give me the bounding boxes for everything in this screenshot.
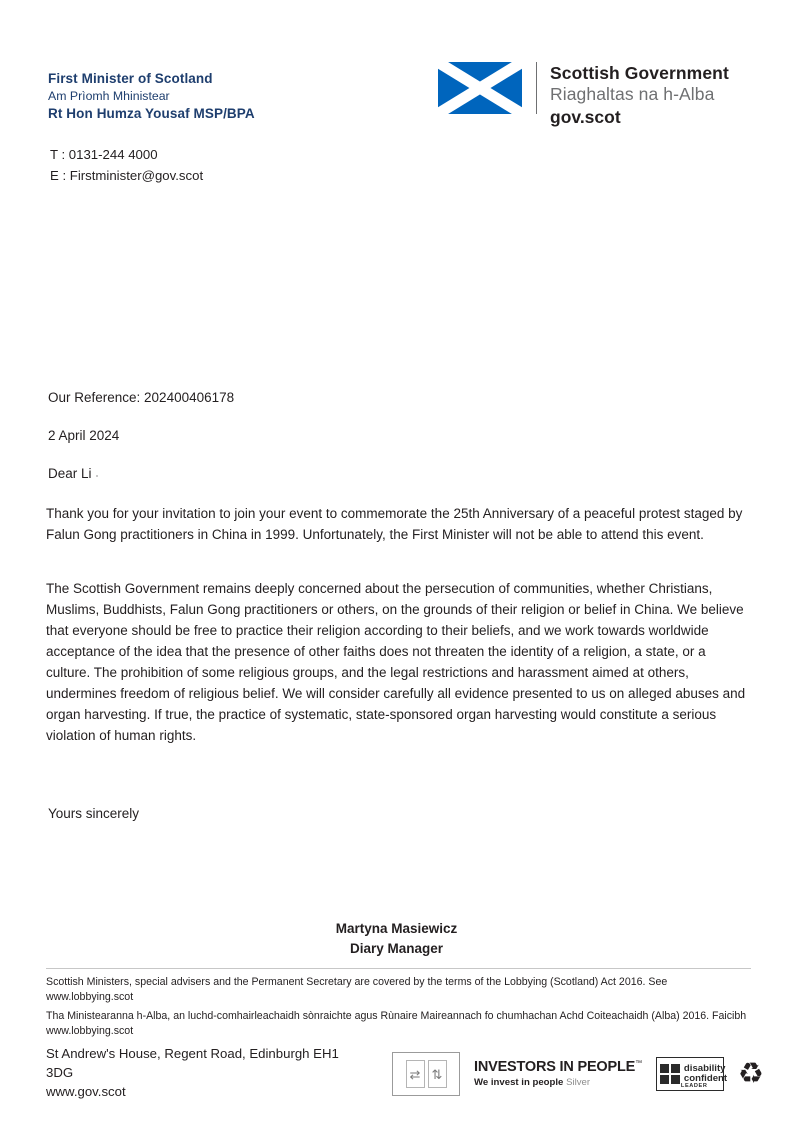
letter-paragraph-2: The Scottish Government remains deeply concerned about the persecution of communities, whether Christians, Muslims, Buddhists, Falun Gong practitioners or others, on the grounds of their religion or belief in China. We believe that everyone should be free to practice their religion according to their beliefs, and we work towards worldwide acceptance of the idea that the presence of other faiths does not threaten the identity of a religion, a state, or a culture. The prohibition of some religious groups, and the legal restrictions and harassment aimed at others, undermines freedom of religious belief. We will consider carefully all evidence presented to us on alleged abuses and organ harvesting. If true, the practice of systematic, state-sponsored organ harvesting would constitute a serious violation of human rights.: [46, 581, 746, 744]
lobbying-notice-gd: Tha Ministearanna h-Alba, an luchd-comhairleachaidh sònraichte agus Rùnaire Maireannach fo chumhachan Achd Coiteachaidh (Alba) 2016. Faicibh www.lobbying.scot: [46, 1010, 747, 1037]
scottish-government-logo: [438, 62, 729, 129]
scotland-saltire-flag-icon: [438, 62, 522, 114]
letterhead: [0, 62, 793, 142]
contact-details: [50, 144, 203, 187]
iip-trademark: ™: [635, 1060, 642, 1068]
sender-name: Rt Hon Humza Yousaf MSP/BPA: [48, 106, 255, 122]
quality-mark-right: ⇅: [428, 1060, 447, 1088]
logo-name-gd: Riaghaltas na h-Alba: [550, 84, 715, 104]
recycle-icon: ♻: [737, 1057, 764, 1090]
email-line: E : Firstminister@gov.scot: [50, 168, 204, 184]
date-line: 2 April 2024: [48, 428, 120, 443]
address-line-3: www.gov.scot: [46, 1084, 126, 1100]
logo-url: gov.scot: [550, 107, 621, 127]
redacted-name: [92, 467, 122, 478]
sender-title-gd: Am Prìomh Mhinistear: [48, 88, 170, 103]
office-address: [46, 1044, 339, 1101]
signature-role: Diary Manager: [349, 940, 444, 956]
sender-title-en: First Minister of Scotland: [48, 71, 213, 86]
footer-divider: [46, 968, 751, 969]
iip-subtitle: We invest in people: [474, 1076, 564, 1088]
logo-name-en: Scottish Government: [550, 63, 729, 83]
disability-confident-marks: [660, 1064, 680, 1084]
iip-level: Silver: [566, 1076, 591, 1088]
salutation: [48, 466, 122, 481]
address-line-1: St Andrew's House, Regent Road, Edinburgh EH1: [46, 1046, 339, 1061]
logo-wordmark: [550, 62, 729, 129]
signoff: Yours sincerely: [48, 806, 140, 821]
telephone-line: T : 0131-244 4000: [50, 147, 158, 162]
disability-confident-level: LEADER: [680, 1083, 708, 1089]
letter-paragraph-1: Thank you for your invitation to join your event to commemorate the 25th Anniversary of a peaceful protest staged by Falun Gong practitioners in China in 1999. Unfortunately, the First Minister will not be able to attend this event.: [46, 506, 743, 543]
sender-details: [48, 70, 255, 123]
signature-block: [0, 919, 793, 958]
lobbying-notice-en: Scottish Ministers, special advisers and the Permanent Secretary are covered by the terms of the Lobbying (Scotland) Act 2016. See www.lobbying.scot: [46, 976, 668, 1003]
salutation-text: Dear Li: [48, 466, 92, 481]
quality-marks-badge-icon: [392, 1052, 460, 1096]
disability-confident-line-1: disability: [683, 1062, 726, 1074]
address-line-2: 3DG: [46, 1065, 74, 1081]
iip-title: INVESTORS IN PEOPLE: [474, 1059, 636, 1076]
disability-confident-line-2: confident: [683, 1073, 728, 1084]
quality-mark-left: ⇄: [406, 1060, 425, 1088]
reference-line: Our Reference: 202400406178: [48, 390, 235, 405]
disability-confident-badge-icon: [656, 1057, 728, 1091]
logo-divider: [536, 62, 537, 114]
signature-name: Martyna Masiewicz: [335, 921, 458, 936]
accreditation-badges: [392, 1052, 764, 1096]
investors-in-people-badge-icon: [474, 1060, 642, 1087]
